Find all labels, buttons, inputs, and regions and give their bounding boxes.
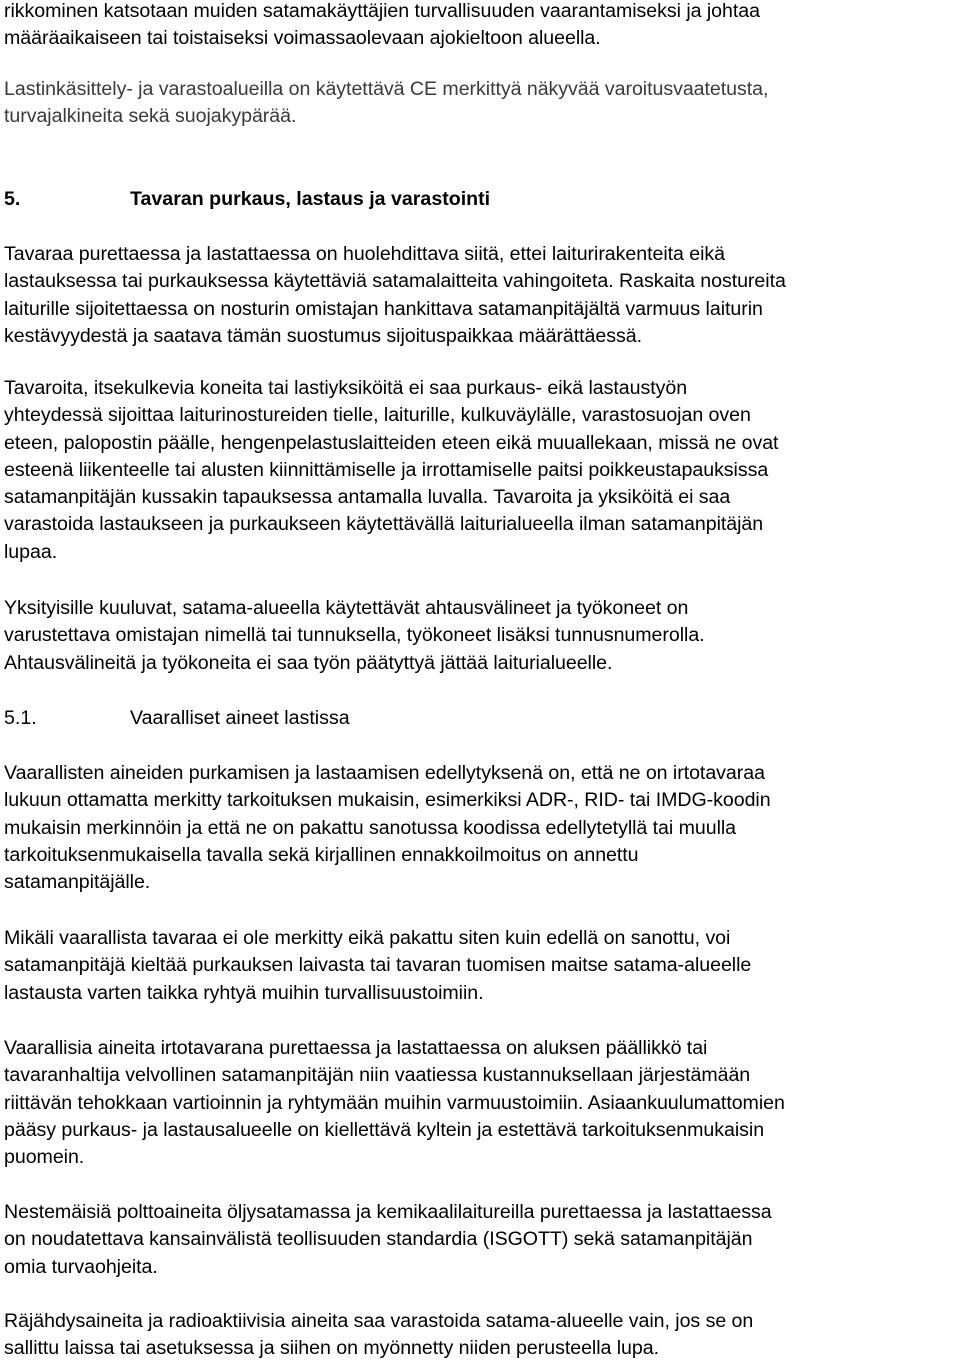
text-line: on noudatettava kansainvälistä teollisuuden standardia (ISGOTT) sekä satamanpitäjän <box>4 1228 753 1251</box>
text-line: satamanpitäjän kussakin tapauksessa antamalla luvalla. Tavaroita ja yksiköitä ei saa <box>4 486 731 509</box>
section51-paragraph-2 <box>4 925 960 1007</box>
text-line: lastauksessa tai purkauksessa käytettäviä satamalaitteita vahingoiteta. Raskaita nostureita <box>4 270 786 293</box>
text-line: turvajalkineita sekä suojakypärää. <box>4 105 297 128</box>
text-line: varastoida lastaukseen ja purkaukseen käytettävällä laiturialueella ilman satamanpitäjän <box>4 513 764 536</box>
text-line: määräaikaiseen tai toistaiseksi voimassaolevaan ajokieltoon alueella. <box>4 27 601 50</box>
text-line: sallittu laissa tai asetuksessa ja siihen on myönnetty niiden perusteella lupa. <box>4 1337 659 1360</box>
text-line: Ahtausvälineitä ja työkoneita ei saa työn päätyttyä jättää laiturialueelle. <box>4 651 613 674</box>
text-line: rikkominen katsotaan muiden satamakäyttäjien turvallisuuden vaarantamiseksi ja johtaa <box>4 0 760 22</box>
text-line: lastausta varten taikka ryhtyä muihin turvallisuustoimiin. <box>4 981 484 1004</box>
text-line: laiturille sijoitettaessa on nosturin omistajan hankittava satamanpitäjältä varmuus laiturin <box>4 297 763 320</box>
text-line: puomein. <box>4 1146 85 1169</box>
section51-paragraph-1 <box>4 760 960 896</box>
text-line: riittävän tehokkaan vartioinnin ja ryhtymään muihin varmuustoimiin. Asiaankuulumattomien <box>4 1091 785 1114</box>
section-heading <box>4 186 490 213</box>
text-line: tavaranhaltija velvollinen satamanpitäjän niin vaatiessa kustannuksellaan järjestämään <box>4 1064 751 1087</box>
text-line: tarkoituksenmukaisella tavalla sekä kirjallinen ennakkoilmoitus on annettu <box>4 843 639 866</box>
text-line: Lastinkäsittely- ja varastoalueilla on käytettävä CE merkittyä näkyvää varoitusvaatetusta, <box>4 78 769 100</box>
text-line: yhteydessä sijoittaa laiturinostureiden tielle, laiturille, kulkuväylälle, varastosuojan oven <box>4 404 751 427</box>
text-line: kestävyydestä ja saatava tämän suostumus sijoituspaikkaa määrättäessä. <box>4 324 642 347</box>
text-line: varustettava omistajan nimellä tai tunnuksella, työkoneet lisäksi tunnusnumerolla. <box>4 624 705 647</box>
text-line: omia turvaohjeita. <box>4 1255 158 1278</box>
subsection-heading <box>4 705 350 732</box>
text-line: mukaisin merkinnöin ja että ne on pakattu sanotussa koodissa edellytetyllä tai muulla <box>4 816 737 839</box>
section-number: 5. <box>4 188 21 210</box>
subsection-number: 5.1. <box>4 707 37 729</box>
text-line: eteen, palopostin päälle, hengenpelastuslaitteiden eteen eikä muuallekaan, missä ne ovat <box>4 431 779 454</box>
text-line: Nestemäisiä polttoaineita öljysatamassa ja kemikaalilaitureilla purettaessa ja lastattaessa <box>4 1201 772 1223</box>
section5-paragraph-2 <box>4 375 960 566</box>
text-line: Yksityisille kuuluvat, satama-alueella käytettävät ahtausvälineet ja työkoneet on <box>4 597 689 619</box>
text-line: Tavaraa purettaessa ja lastattaessa on huolehdittava siitä, ettei laiturirakenteita eikä <box>4 243 725 265</box>
section51-paragraph-5 <box>4 1308 960 1363</box>
text-line: Tavaroita, itsekulkevia koneita tai lastiyksiköitä ei saa purkaus- eikä lastaustyön <box>4 377 688 399</box>
text-line: lupaa. <box>4 540 58 563</box>
section5-paragraph-3 <box>4 595 960 677</box>
intro-paragraph-1 <box>4 0 960 53</box>
subsection-title: Vaaralliset aineet lastissa <box>130 707 350 729</box>
text-line: Vaarallisten aineiden purkamisen ja lastaamisen edellytyksenä on, että ne on irtotavaraa <box>4 762 765 784</box>
text-line: esteenä liikenteelle tai alusten kiinnittämiselle ja irrottamiselle paitsi poikkeustapauksissa <box>4 458 769 481</box>
text-line: lukuun ottamatta merkitty tarkoituksen mukaisin, esimerkiksi ADR-, RID- tai IMDG-koodin <box>4 789 771 812</box>
section5-paragraph-1 <box>4 241 960 350</box>
text-line: Vaarallisia aineita irtotavarana purettaessa ja lastattaessa on aluksen päällikkö tai <box>4 1037 708 1059</box>
text-line: pääsy purkaus- ja lastausalueelle on kiellettävä kyltein ja estettävä tarkoituksenmukaisin <box>4 1118 765 1141</box>
text-line: Mikäli vaarallista tavaraa ei ole merkitty eikä pakattu siten kuin edellä on sanottu, voi <box>4 927 731 949</box>
intro-paragraph-2 <box>4 76 960 131</box>
section-title: Tavaran purkaus, lastaus ja varastointi <box>130 188 491 210</box>
section51-paragraph-3 <box>4 1035 960 1171</box>
text-line: satamanpitäjälle. <box>4 871 151 894</box>
text-line: satamanpitäjä kieltää purkauksen laivasta tai tavaran tuomisen maitse satama-alueelle <box>4 954 752 977</box>
text-line: Räjähdysaineita ja radioaktiivisia aineita saa varastoida satama-alueelle vain, jos se on <box>4 1310 754 1332</box>
section51-paragraph-4 <box>4 1199 960 1281</box>
